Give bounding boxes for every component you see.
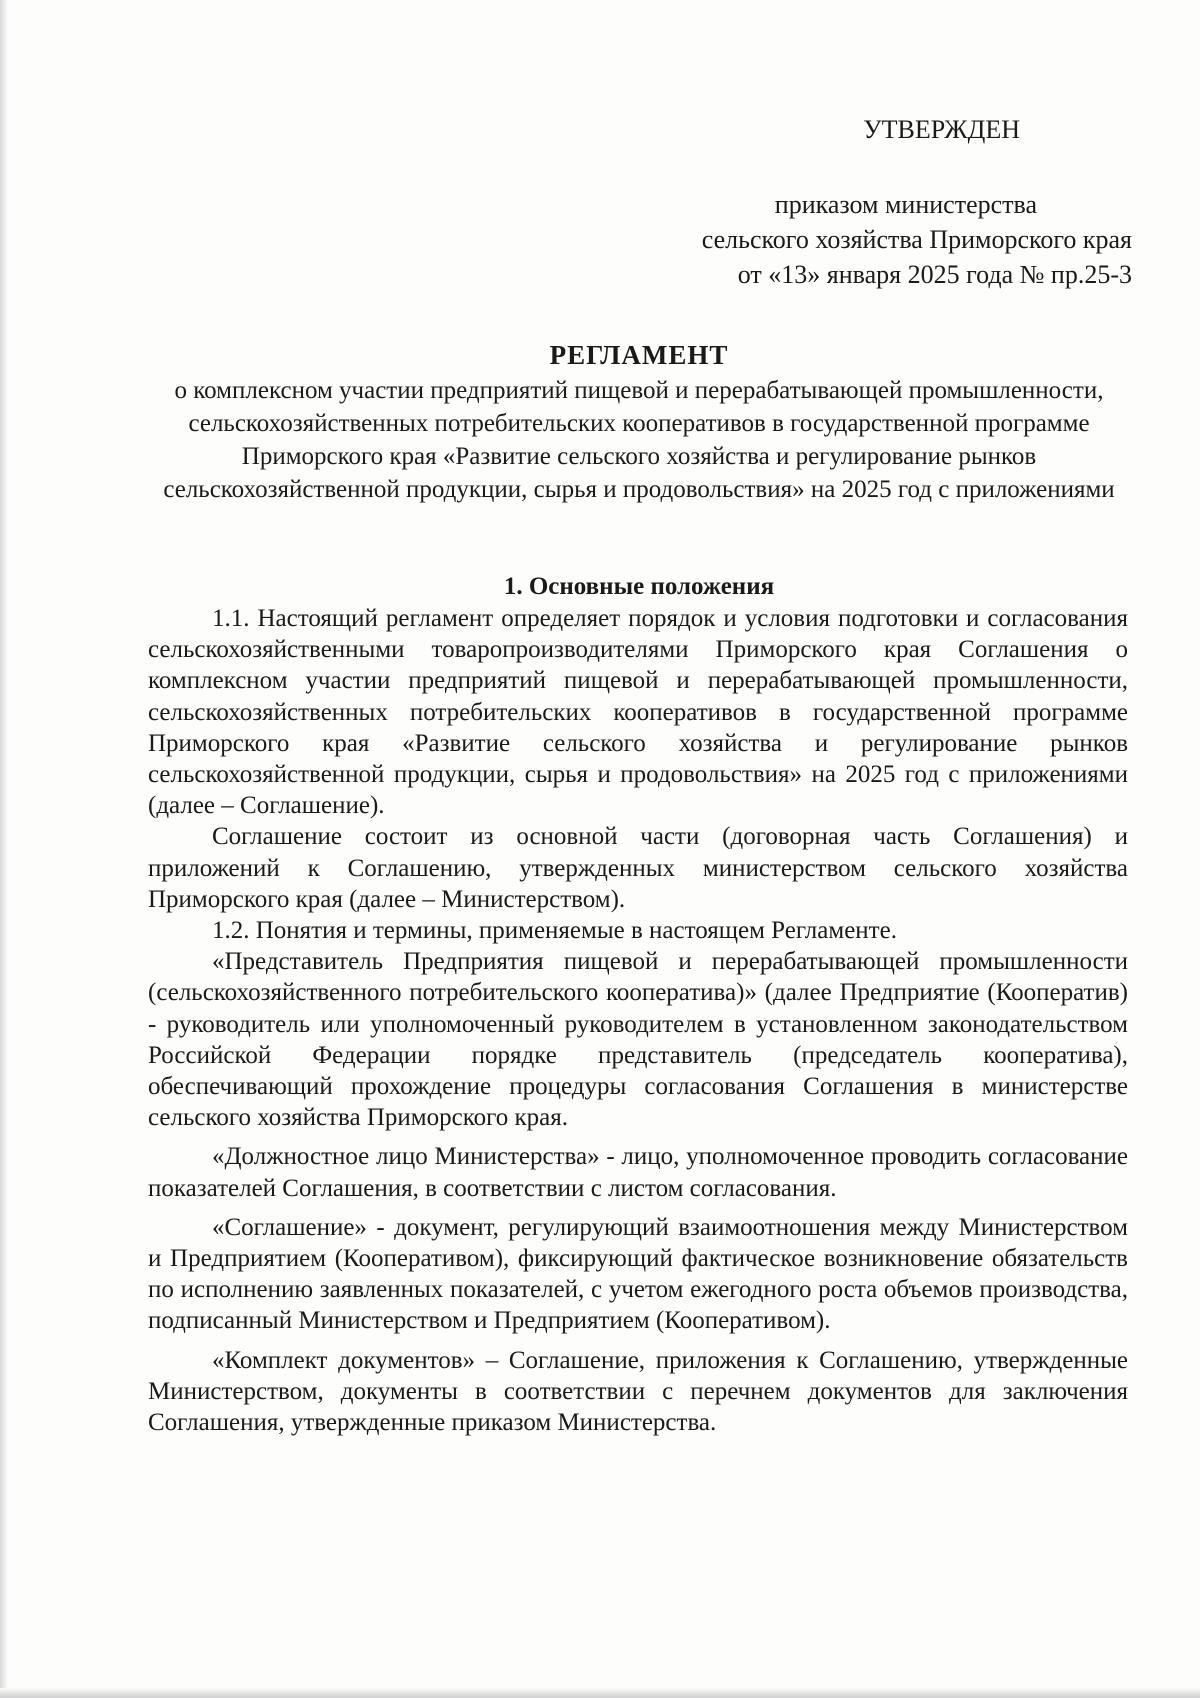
document-title: РЕГЛАМЕНТ (549, 340, 729, 370)
definition-representative: «Представитель Предприятия пищевой и перерабатывающей промышленности (сельскохозяйственного потребительского кооператива)» (далее Предприятие (Кооператив) - руководитель или уполномоченный руководителем в установленном законодательством Российской Федерации порядке представитель (председатель кооператива), обеспечивающий прохождение процедуры согласования Соглашения в министерстве сельского хозяйства Приморского края. (148, 948, 1128, 1132)
paragraph-agreement-structure: Соглашение состоит из основной части (договорная часть Соглашения) и приложений к Соглашению, утвержденных министерством сельского хозяйства Приморского края (далее – Министерством). (148, 823, 1128, 913)
approval-date-line: от «13» января 2025 года № пр.25-3 (737, 260, 1132, 289)
title-block (150, 338, 1128, 506)
definition-agreement: «Соглашение» - документ, регулирующий взаимоотношения между Министерством и Предприятием (Кооперативом), фиксирующий фактическое возникновение обязательств по исполнению заявленных показателей, с учетом ежегодного роста объемов производства, подписанный Министерством и Предприятием (Кооперативом). (148, 1213, 1128, 1335)
approval-ministry-line: сельского хозяйства Приморского края (701, 225, 1132, 254)
section-heading: 1. Основные положения (503, 573, 775, 600)
scan-edge-left (0, 0, 8, 1698)
approval-order-line: приказом министерства (774, 190, 1037, 219)
scan-edge-bottom (0, 1688, 1200, 1698)
approval-stamp-block (612, 112, 1132, 292)
definition-document-set: «Комплект документов» – Соглашение, приложения к Соглашению, утвержденные Министерством, документы в соответствии с перечнем документов для заключения Соглашения, утвержденные приказом Министерства. (148, 1346, 1128, 1437)
paragraph-1-1: 1.1. Настоящий регламент определяет порядок и условия подготовки и согласования сельскохозяйственными товаропроизводителями Приморского края Соглашения о комплексном участии предприятий пищевой и перерабатывающей промышленности, сельскохозяйственных потребительских кооперативов в государственной программе Приморского края «Развитие сельского хозяйства и регулирование рынков сельскохозяйственной продукции, сырья и продовольствия» на 2025 год с приложениями (далее – Соглашение). (148, 605, 1128, 820)
document-subtitle: о комплексном участии предприятий пищевой и перерабатывающей промышленности, сельскохозяйственных потребительских кооперативов в государственной программе Приморского края «Развитие сельского хозяйства и регулирование рынков сельскохозяйственной продукции, сырья и продовольствия» на 2025 год с приложениями (163, 377, 1115, 503)
paragraph-1-2: 1.2. Понятия и термины, применяемые в настоящем Регламенте. (212, 917, 897, 945)
definition-official: «Должностное лицо Министерства» - лицо, уполномоченное проводить согласование показателей Соглашения, в соответствии с листом согласования. (148, 1143, 1128, 1202)
section-body (148, 603, 1128, 1438)
approved-label: УТВЕРЖДЕН (863, 115, 1020, 144)
